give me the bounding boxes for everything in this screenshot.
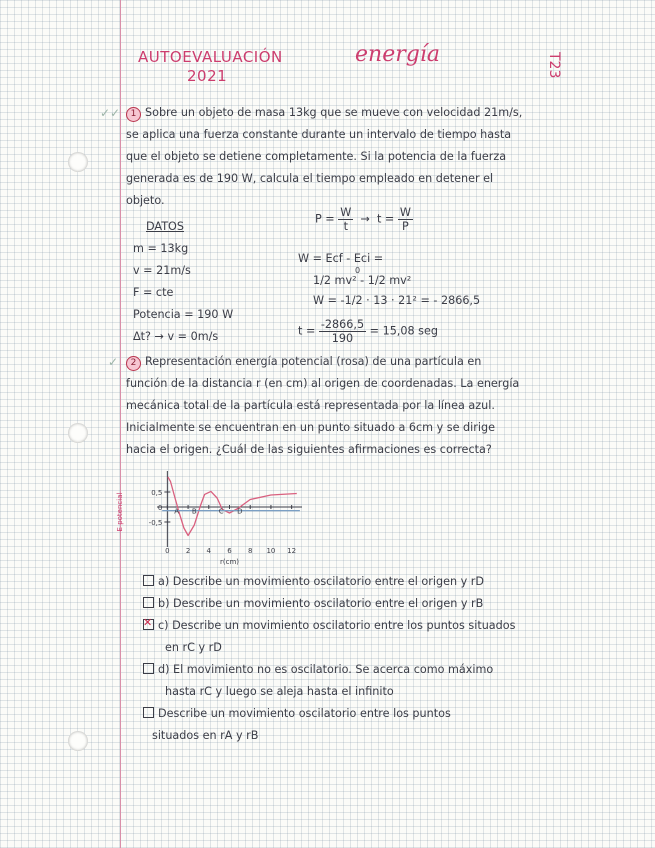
fraction-denominator: 190 [331, 332, 354, 345]
binder-hole [68, 152, 88, 172]
margin-line [120, 0, 121, 848]
work-line-3: W = -1/2 · 13 · 21² = - 2866,5 [313, 294, 481, 307]
option-d-label: d) El movimiento no es oscilatorio. Se acerca como máximo [158, 663, 494, 676]
page-year: 2021 [187, 67, 228, 85]
page-title: AUTOEVALUACIÓN [138, 48, 283, 66]
fraction-denominator: P [401, 220, 409, 233]
time-result [298, 318, 438, 345]
x-tick-label: 10 [266, 547, 276, 555]
binder-hole [68, 731, 88, 751]
option-c[interactable] [143, 619, 515, 632]
option-a-label: a) Describe un movimiento oscilatorio entre el origen y rD [158, 575, 484, 588]
topic-title: energía [355, 42, 440, 67]
fraction-numerator: W [399, 206, 411, 219]
work-line-2-text: 1/2 mv² - 1/2 mv² [313, 274, 412, 287]
q2-line-0 [126, 355, 481, 371]
formula-lhs: P = [315, 212, 335, 226]
option-c-continued: en rC y rD [165, 641, 222, 654]
x-tick-label: 8 [247, 547, 253, 555]
option-d-continued: hasta rC y luego se aleja hasta el infinito [165, 685, 394, 698]
option-a[interactable] [143, 575, 484, 588]
x-axis-label: r(cm) [219, 558, 240, 566]
option-b-label: b) Describe un movimiento oscilatorio entre el origen y rB [158, 597, 484, 610]
power-formula [315, 206, 413, 233]
x-tick-label: 6 [227, 547, 232, 555]
work-line-1: W = Ecf - Eci = [298, 252, 384, 265]
fraction-numerator: -2866,5 [320, 318, 365, 331]
option-e-label: Describe un movimiento oscilatorio entre los puntos [158, 707, 451, 720]
point-label: D [237, 507, 243, 516]
arrow-icon: → [360, 212, 370, 226]
fraction-numerator: W [340, 206, 352, 219]
datos-item: Potencia = 190 W [133, 308, 234, 321]
zero-superscript: 0 [355, 266, 361, 275]
x-tick-label: 2 [185, 547, 191, 555]
y-tick-label: 0,5 [151, 489, 163, 497]
check-mark-icon: ✓✓ [100, 106, 121, 120]
option-d[interactable] [143, 663, 493, 676]
option-b-checkbox[interactable] [143, 597, 154, 608]
datos-item: F = cte [133, 286, 174, 299]
option-a-checkbox[interactable] [143, 575, 154, 586]
datos-item: Δt? → v = 0m/s [133, 330, 219, 343]
option-e-continued: situados en rA y rB [152, 729, 259, 742]
y-axis-label: E potencial [116, 492, 124, 532]
option-d-checkbox[interactable] [143, 663, 154, 674]
result-value: = 15,08 seg [369, 324, 438, 338]
formula-lhs: t = [376, 212, 395, 226]
q2-line-4: hacia el origen. ¿Cuál de las siguientes afirmaciones es correcta? [126, 443, 492, 456]
check-mark-icon: ✓ [108, 355, 119, 369]
q1-line-2: que el objeto se detiene completamente. Si la potencia de la fuerza [126, 150, 507, 163]
q1-number-badge: 1 [126, 107, 141, 122]
datos-item: v = 21m/s [133, 264, 191, 277]
q2-line-2: mecánica total de la partícula está representada por la línea azul. [126, 399, 495, 412]
q1-line-0 [126, 106, 522, 122]
q2-number-badge: 2 [126, 356, 141, 371]
y-tick-label: -0,5 [148, 519, 163, 527]
fraction-denominator: t [343, 220, 348, 233]
point-label: A [174, 507, 180, 516]
q1-text: Sobre un objeto de masa 13kg que se mueve con velocidad 21m/s, [145, 106, 523, 119]
q1-line-4: objeto. [126, 194, 165, 207]
potential-energy-chart [112, 463, 312, 578]
point-label: C [218, 507, 224, 516]
x-tick-label: 4 [206, 547, 212, 555]
datos-heading: DATOS [146, 220, 184, 233]
q1-line-1: se aplica una fuerza constante durante un intervalo de tiempo hasta [126, 128, 512, 141]
formula-lhs: t = [298, 324, 316, 338]
option-e-checkbox[interactable] [143, 707, 154, 718]
option-e[interactable] [143, 707, 451, 720]
x-tick-label: 12 [287, 547, 297, 555]
option-c-label: c) Describe un movimiento oscilatorio entre los puntos situados [158, 619, 516, 632]
option-b[interactable] [143, 597, 483, 610]
option-c-checkbox[interactable] [143, 619, 154, 630]
topic-code: T23 [546, 52, 562, 79]
q1-line-3: generada es de 190 W, calcula el tiempo empleado en detener el [126, 172, 494, 185]
datos-item: m = 13kg [133, 242, 189, 255]
y-tick-label: 0 [157, 504, 163, 512]
q2-line-1: función de la distancia r (en cm) al origen de coordenadas. La energía [126, 377, 520, 390]
potential-energy-line [168, 477, 297, 536]
point-label: B [191, 507, 197, 516]
work-line-2 [313, 266, 412, 287]
q2-text: Representación energía potencial (rosa) de una partícula en [145, 355, 482, 368]
x-tick-label: 0 [165, 547, 170, 555]
binder-hole [68, 423, 88, 443]
q2-line-3: Inicialmente se encuentran en un punto situado a 6cm y se dirige [126, 421, 495, 434]
